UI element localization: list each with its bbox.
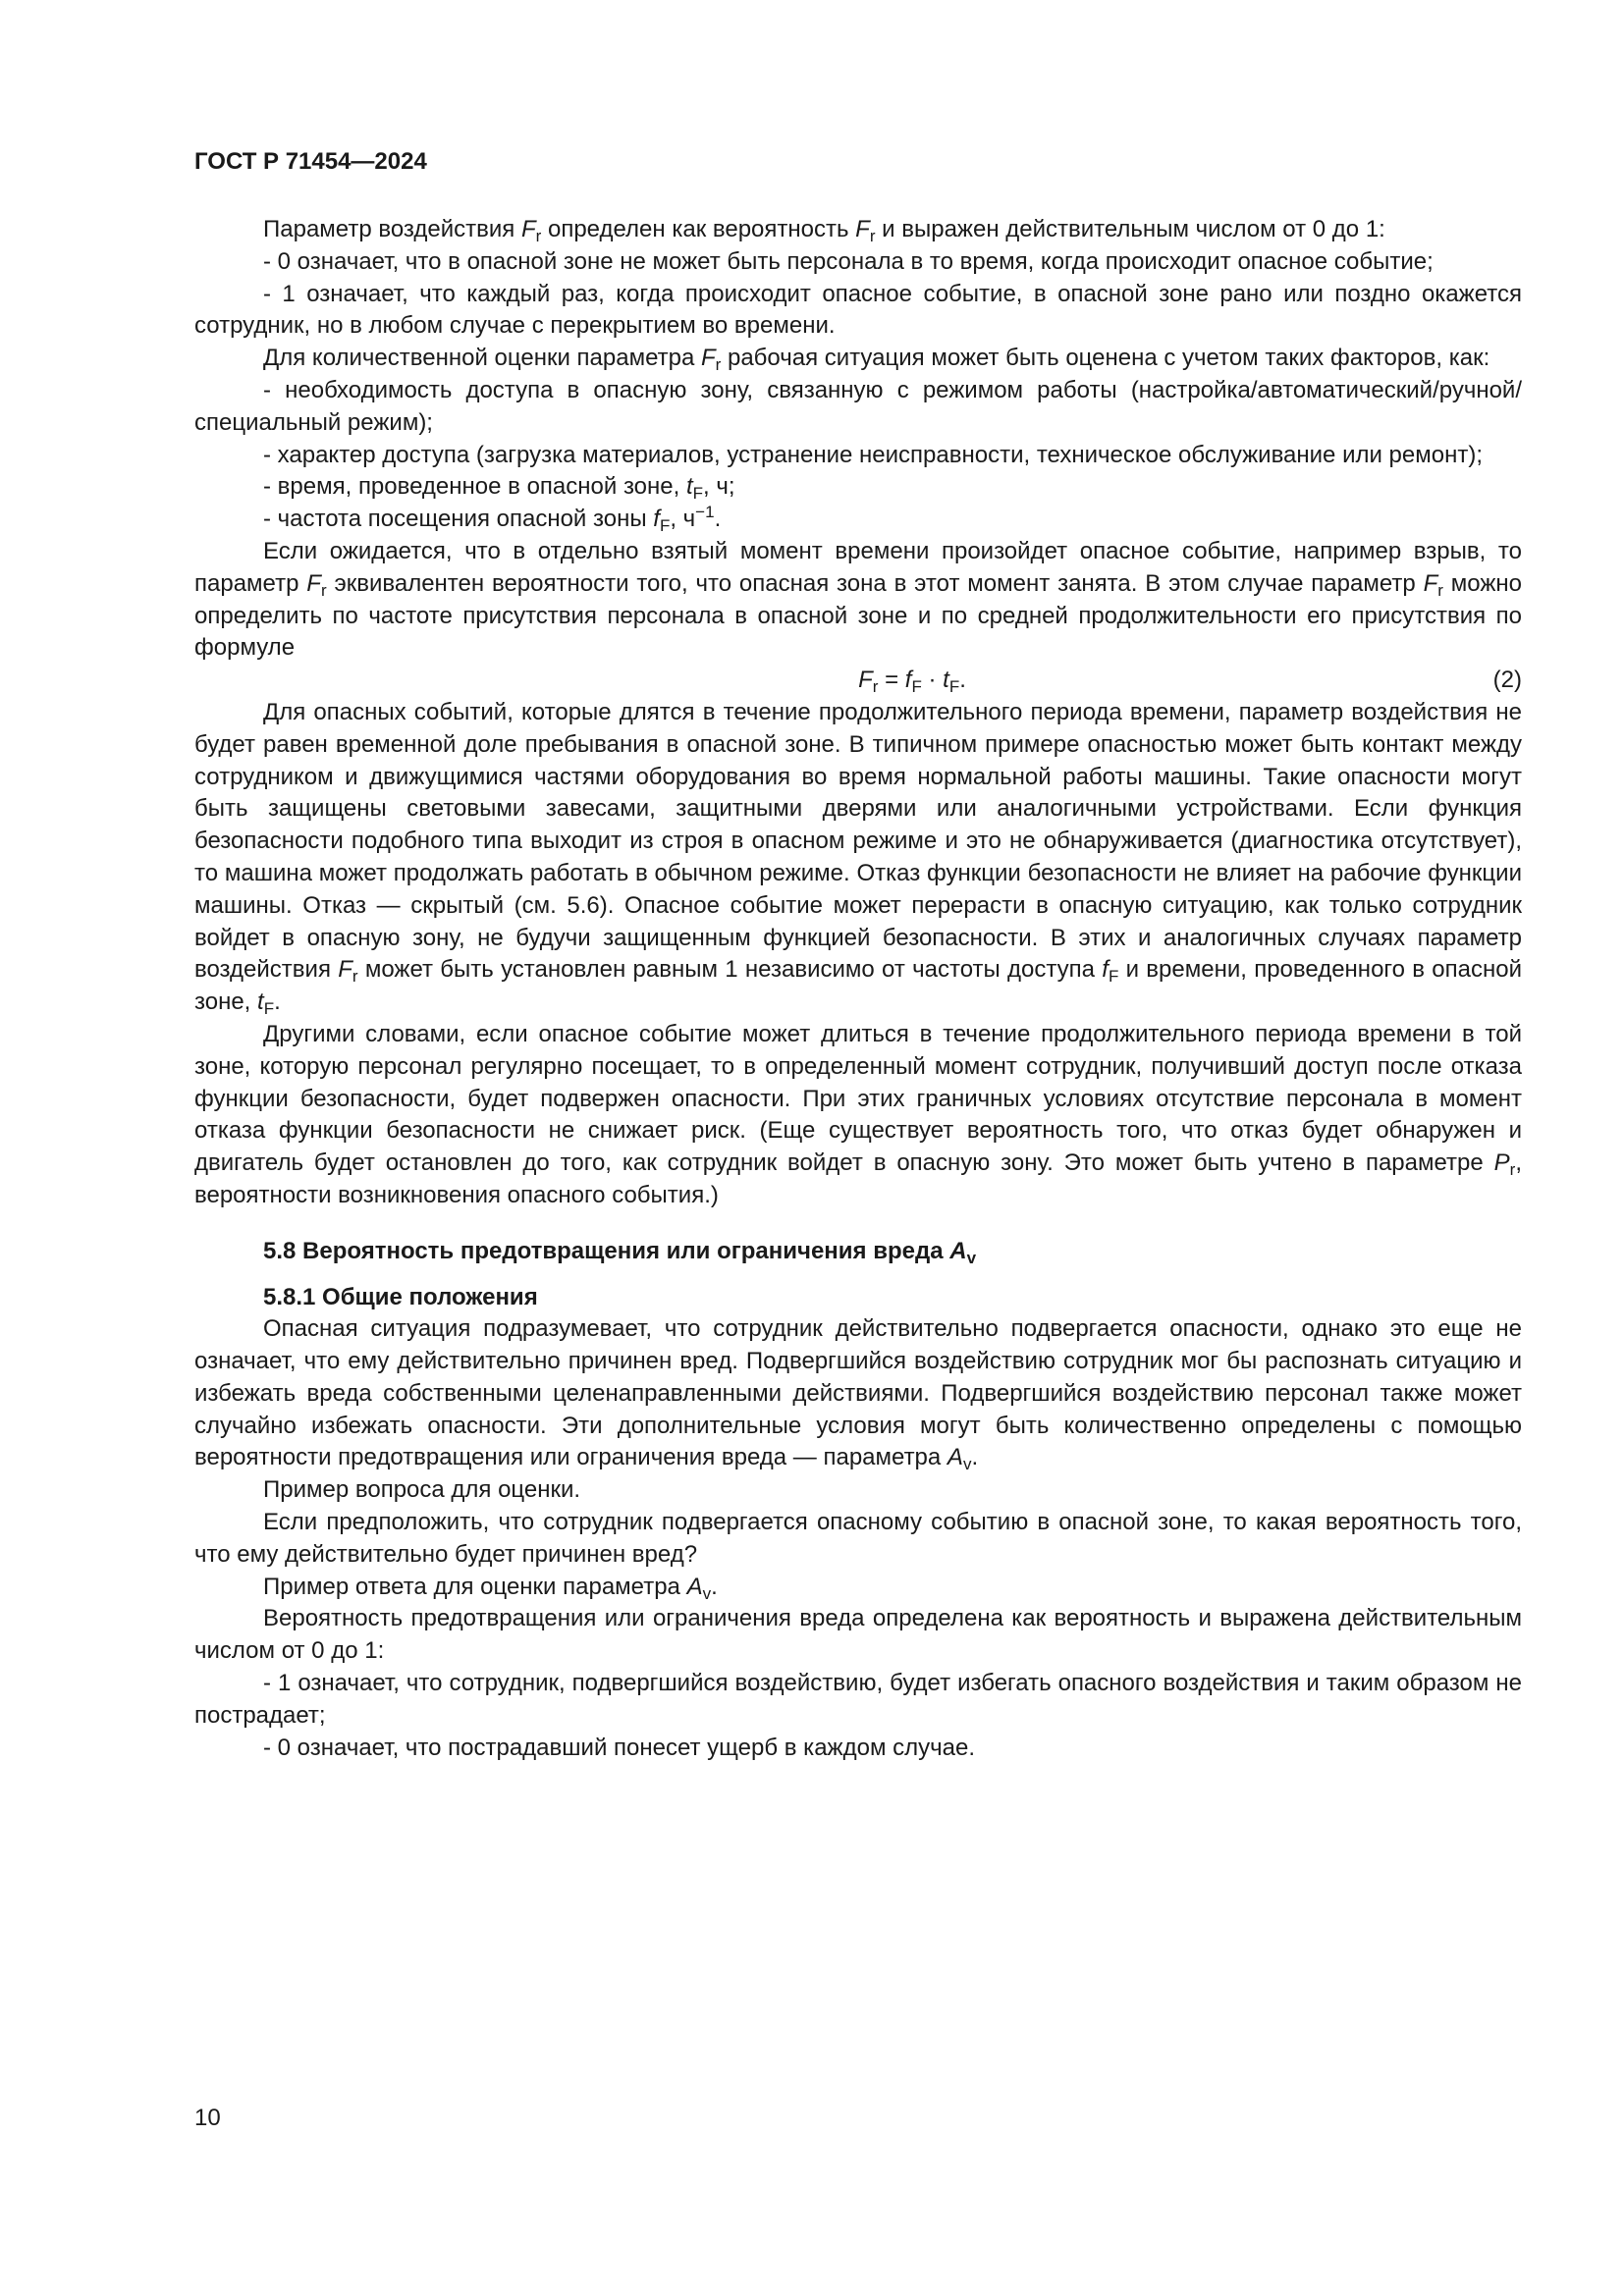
list-item: - необходимость доступа в опасную зону, связанную с режимом работы (настройка/автоматический/ручной/специальный режим); — [194, 376, 1522, 436]
paragraph-question: Если предположить, что сотрудник подвергается опасному событию в опасной зоне, то какая вероятность того, что ему действительно будет причинен вред? — [194, 1509, 1522, 1568]
document-header: ГОСТ Р 71454—2024 — [194, 148, 427, 175]
paragraph-momentary-event: Если ожидается, что в отдельно взятый момент времени произойдет опасное событие, например взрыв, то параметр $F_r$ эквивалентен вероятности того, что опасная зона в этот момент занята. В этом случае параметр $F_r$ можно определить по частоте присутствия персонала в опасной зоне и по средней продолжительности его присутствия по формуле — [194, 537, 1523, 662]
formula-number: (2) — [1492, 667, 1522, 694]
list-item: - 1 означает, что сотрудник, подвергшийся воздействию, будет избегать опасного воздействия и таким образом не пострадает; — [194, 1670, 1522, 1729]
paragraph-exposure-definition: Параметр воздействия $F_r$ определен как вероятность $F_r$ и выражен действительным числом от 0 до 1: — [263, 216, 1385, 245]
paragraph-answer-example: Пример ответа для оценки параметра $A_v$. — [263, 1573, 718, 1603]
paragraph-in-other-words: Другими словами, если опасное событие может длиться в течение продолжительного периода времени в той зоне, которую персонал регулярно посещает, то в определенный момент сотрудник, получивший доступ после отказа функции безопасности, будет подвержен опасности. При этих граничных условиях отсутствие персонала в момент отказа функции безопасности не снижает риск. (Еще существует вероятность того, что отказ будет обнаружен и двигатель будет остановлен до того, как сотрудник войдет в опасную зону. Это может быть учтено в параметре $P_r$, вероятности возникновения опасного события.) — [194, 1020, 1522, 1208]
paragraph-quantitative-assessment: Для количественной оценки параметра $F_r$ рабочая ситуация может быть оценена с учетом таких факторов, как: — [263, 345, 1490, 375]
paragraph-prolonged-events: Для опасных событий, которые длятся в течение продолжительного периода времени, параметр воздействия не будет равен временной доле пребывания в опасной зоне. В типичном примере опасностью может быть контакт между сотрудником и движущимися частями оборудования во время нормальной работы машины. Такие опасности могут быть защищены световыми завесами, защитными дверями или аналогичными устройствами. Если функция безопасности подобного типа выходит из строя в опасном режиме и это не обнаруживается (диагностика отсутствует), то машина может продолжать работать в обычном режиме. Отказ функции безопасности не влияет на рабочие функции машины. Отказ — скрытый (см. 5.6). Опасное событие может перерасти в опасную ситуацию, как только сотрудник войдет в опасную зону, не будучи защищенным функцией безопасности. В этих и аналогичных случаях параметр воздействия $F_r$ может быть установлен равным 1 независимо от частоты доступа $f_F$ и времени, проведенного в опасной зоне, $t_F$. — [194, 698, 1522, 1019]
page-number: 10 — [194, 2105, 221, 2131]
document-page — [194, 147, 1522, 1764]
document-body — [194, 214, 1522, 1764]
paragraph-question-example: Пример вопроса для оценки. — [263, 1476, 581, 1504]
section-heading-5-8: 5.8 Вероятность предотвращения или ограничения вреда $A_v$ — [263, 1237, 977, 1267]
formula-2 — [194, 665, 1522, 697]
list-item: - характер доступа (загрузка материалов, устранение неисправности, техническое обслуживание или ремонт); — [263, 441, 1483, 468]
list-item: - время, проведенное в опасной зоне, $t_F$, ч; — [263, 473, 735, 504]
list-item: - 1 означает, что каждый раз, когда происходит опасное событие, в опасной зоне рано или поздно окажется сотрудник, но в любом случае с перекрытием во времени. — [194, 280, 1522, 340]
paragraph-avoidance-probability: Вероятность предотвращения или ограничения вреда определена как вероятность и выражена действительным числом от 0 до 1: — [194, 1605, 1522, 1665]
list-item: - частота посещения опасной зоны $f_F$, $ч^{-1}$. — [263, 503, 722, 536]
section-heading-5-8-1: 5.8.1 Общие положения — [263, 1283, 538, 1310]
formula-expression: $F_r = f_F \cdot t_F$. — [858, 667, 966, 697]
paragraph-hazardous-situation: Опасная ситуация подразумевает, что сотрудник действительно подвергается опасности, однако это еще не означает, что ему действительно причинен вред. Подвергшийся воздействию сотрудник мог бы распознать ситуацию и избежать вреда собственными целенаправленными действиями. Подвергшийся воздействию персонал также может случайно избежать опасности. Эти дополнительные условия могут быть количественно определены с помощью вероятности предотвращения или ограничения вреда — параметра $A_v$. — [194, 1315, 1522, 1474]
list-item: - 0 означает, что пострадавший понесет ущерб в каждом случае. — [263, 1734, 975, 1761]
list-item: - 0 означает, что в опасной зоне не может быть персонала в то время, когда происходит опасное событие; — [263, 247, 1434, 275]
